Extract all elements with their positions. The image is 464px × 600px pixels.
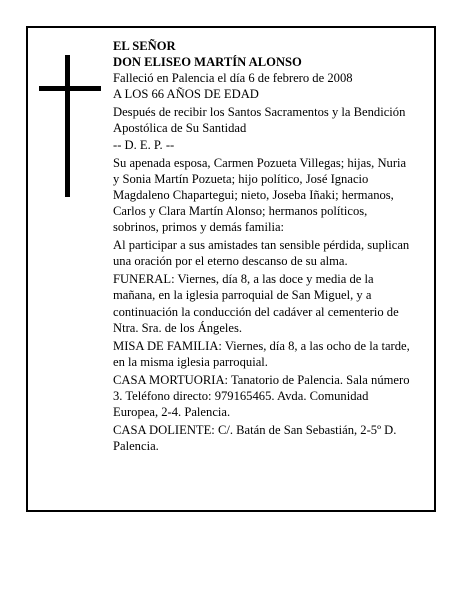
age-line: A LOS 66 AÑOS DE EDAD bbox=[113, 87, 259, 102]
death-info: Falleció en Palencia el día 6 de febrero de 2008 bbox=[113, 71, 353, 86]
title-line-1: EL SEÑOR bbox=[113, 39, 176, 53]
cross-horizontal-bar bbox=[39, 86, 101, 91]
rip-line: -- D. E. P. -- bbox=[113, 137, 175, 152]
deceased-name: DON ELISEO MARTÍN ALONSO bbox=[113, 55, 302, 70]
mourning-house-paragraph: CASA DOLIENTE: C/. Batán de San Sebastián, 2-5º D. Palencia. bbox=[113, 423, 397, 454]
request-paragraph: Al participar a sus amistades tan sensible pérdida, suplican una oración por el eterno descanso de su alma. bbox=[113, 238, 410, 269]
cross-vertical-bar bbox=[65, 55, 70, 197]
sacraments-line: Después de recibir los Santos Sacramentos y la Bendición Apostólica de Su Santidad bbox=[113, 105, 406, 136]
funeral-paragraph: FUNERAL: Viernes, día 8, a las doce y media de la mañana, en la iglesia parroquial de San Miguel, y a continuación la conducción del cadáver al cementerio de Ntra. Sra. de los Ángeles. bbox=[113, 272, 399, 335]
notice-text bbox=[113, 38, 413, 456]
family-paragraph: Su apenada esposa, Carmen Pozueta Villegas; hijas, Nuria y Sonia Martín Pozueta; hijo político, José Ignacio Magdaleno Chapartegui; nieto, Joseba Iñaki; hermanos, Carlos y Clara Martín Alonso; hermanos políticos, sobrinos, primos y demás familia: bbox=[113, 155, 407, 235]
funeral-home-paragraph: CASA MORTUORIA: Tanatorio de Palencia. Sala número 3. Teléfono directo: 979165465. Avda. Comunidad Europea, 2-4. Palencia. bbox=[113, 372, 410, 420]
cross-icon bbox=[39, 55, 101, 197]
family-mass-paragraph: MISA DE FAMILIA: Viernes, día 8, a las ocho de la tarde, en la misma iglesia parroquial. bbox=[113, 338, 410, 369]
